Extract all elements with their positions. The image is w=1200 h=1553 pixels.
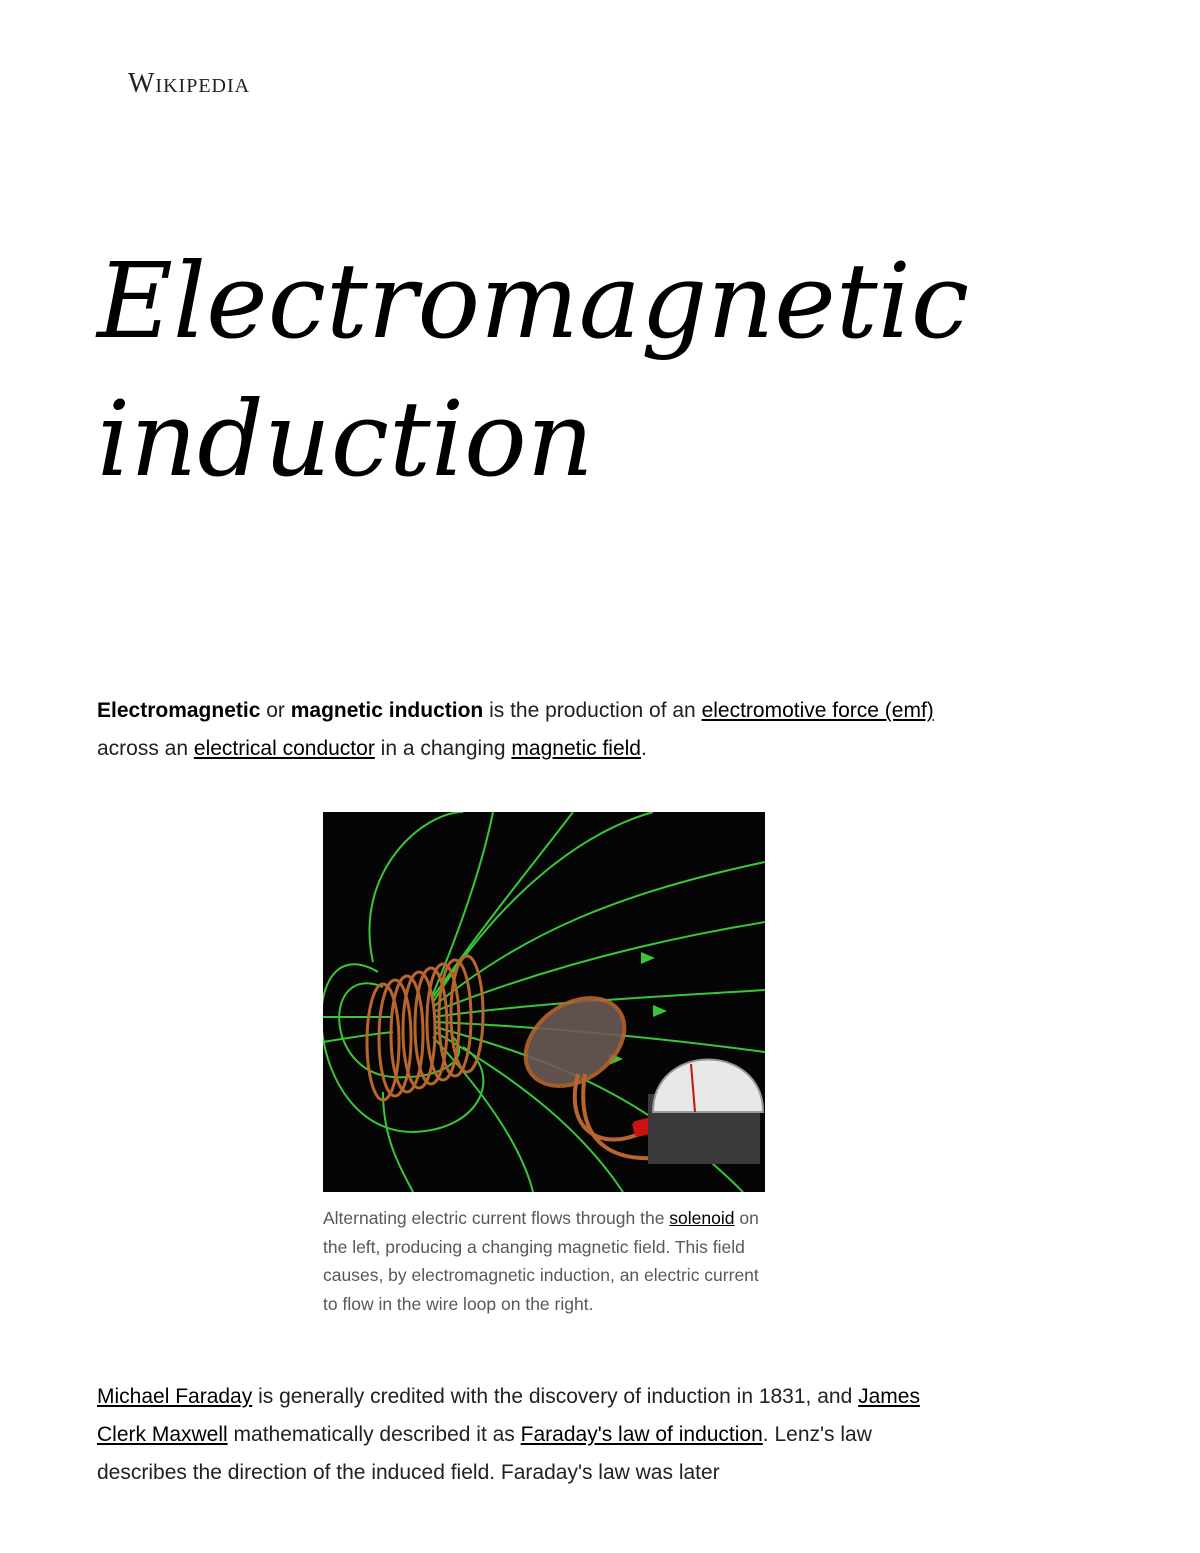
link-faradays-law[interactable]: Faraday's law of induction [520,1423,763,1446]
intro-text: . [641,737,647,760]
link-electrical-conductor[interactable]: electrical conductor [193,737,375,760]
figure-caption [323,1204,768,1318]
link-james-clerk-maxwell[interactable]: James Clerk Maxwell [97,1385,920,1446]
intro-text: or [260,699,291,722]
link-solenoid[interactable]: solenoid [669,1208,735,1228]
bold-term-magnetic-induction: magnetic induction [290,699,484,722]
history-paragraph [97,1378,967,1492]
history-text: is generally credited with the discovery of induction in 1831, and [252,1385,859,1408]
wikipedia-logo[interactable]: Wikipedia [128,68,251,99]
history-text: . Lenz's law describes the direction of the induced field. Faraday's law was later [97,1423,872,1484]
caption-text: on the left, producing a changing magnetic field. This field causes, by electromagnetic induction, an electric current to flow in the wire loop on the right. [323,1208,759,1314]
history-text: mathematically described it as [227,1423,521,1446]
intro-text: is the production of an [483,699,702,722]
intro-text: across an [97,737,194,760]
intro-paragraph [97,692,977,768]
intro-text: in a changing [374,737,512,760]
bold-term-electromagnetic: Electromagnetic [97,699,261,722]
page-title: Electromagnetic induction [97,240,970,500]
induction-figure [323,812,765,1318]
link-electromotive-force[interactable]: electromotive force (emf) [701,699,934,722]
link-magnetic-field[interactable]: magnetic field [511,737,641,760]
induction-illustration[interactable] [323,812,765,1192]
link-michael-faraday[interactable]: Michael Faraday [97,1385,253,1408]
caption-text: Alternating electric current flows through the [323,1208,670,1228]
